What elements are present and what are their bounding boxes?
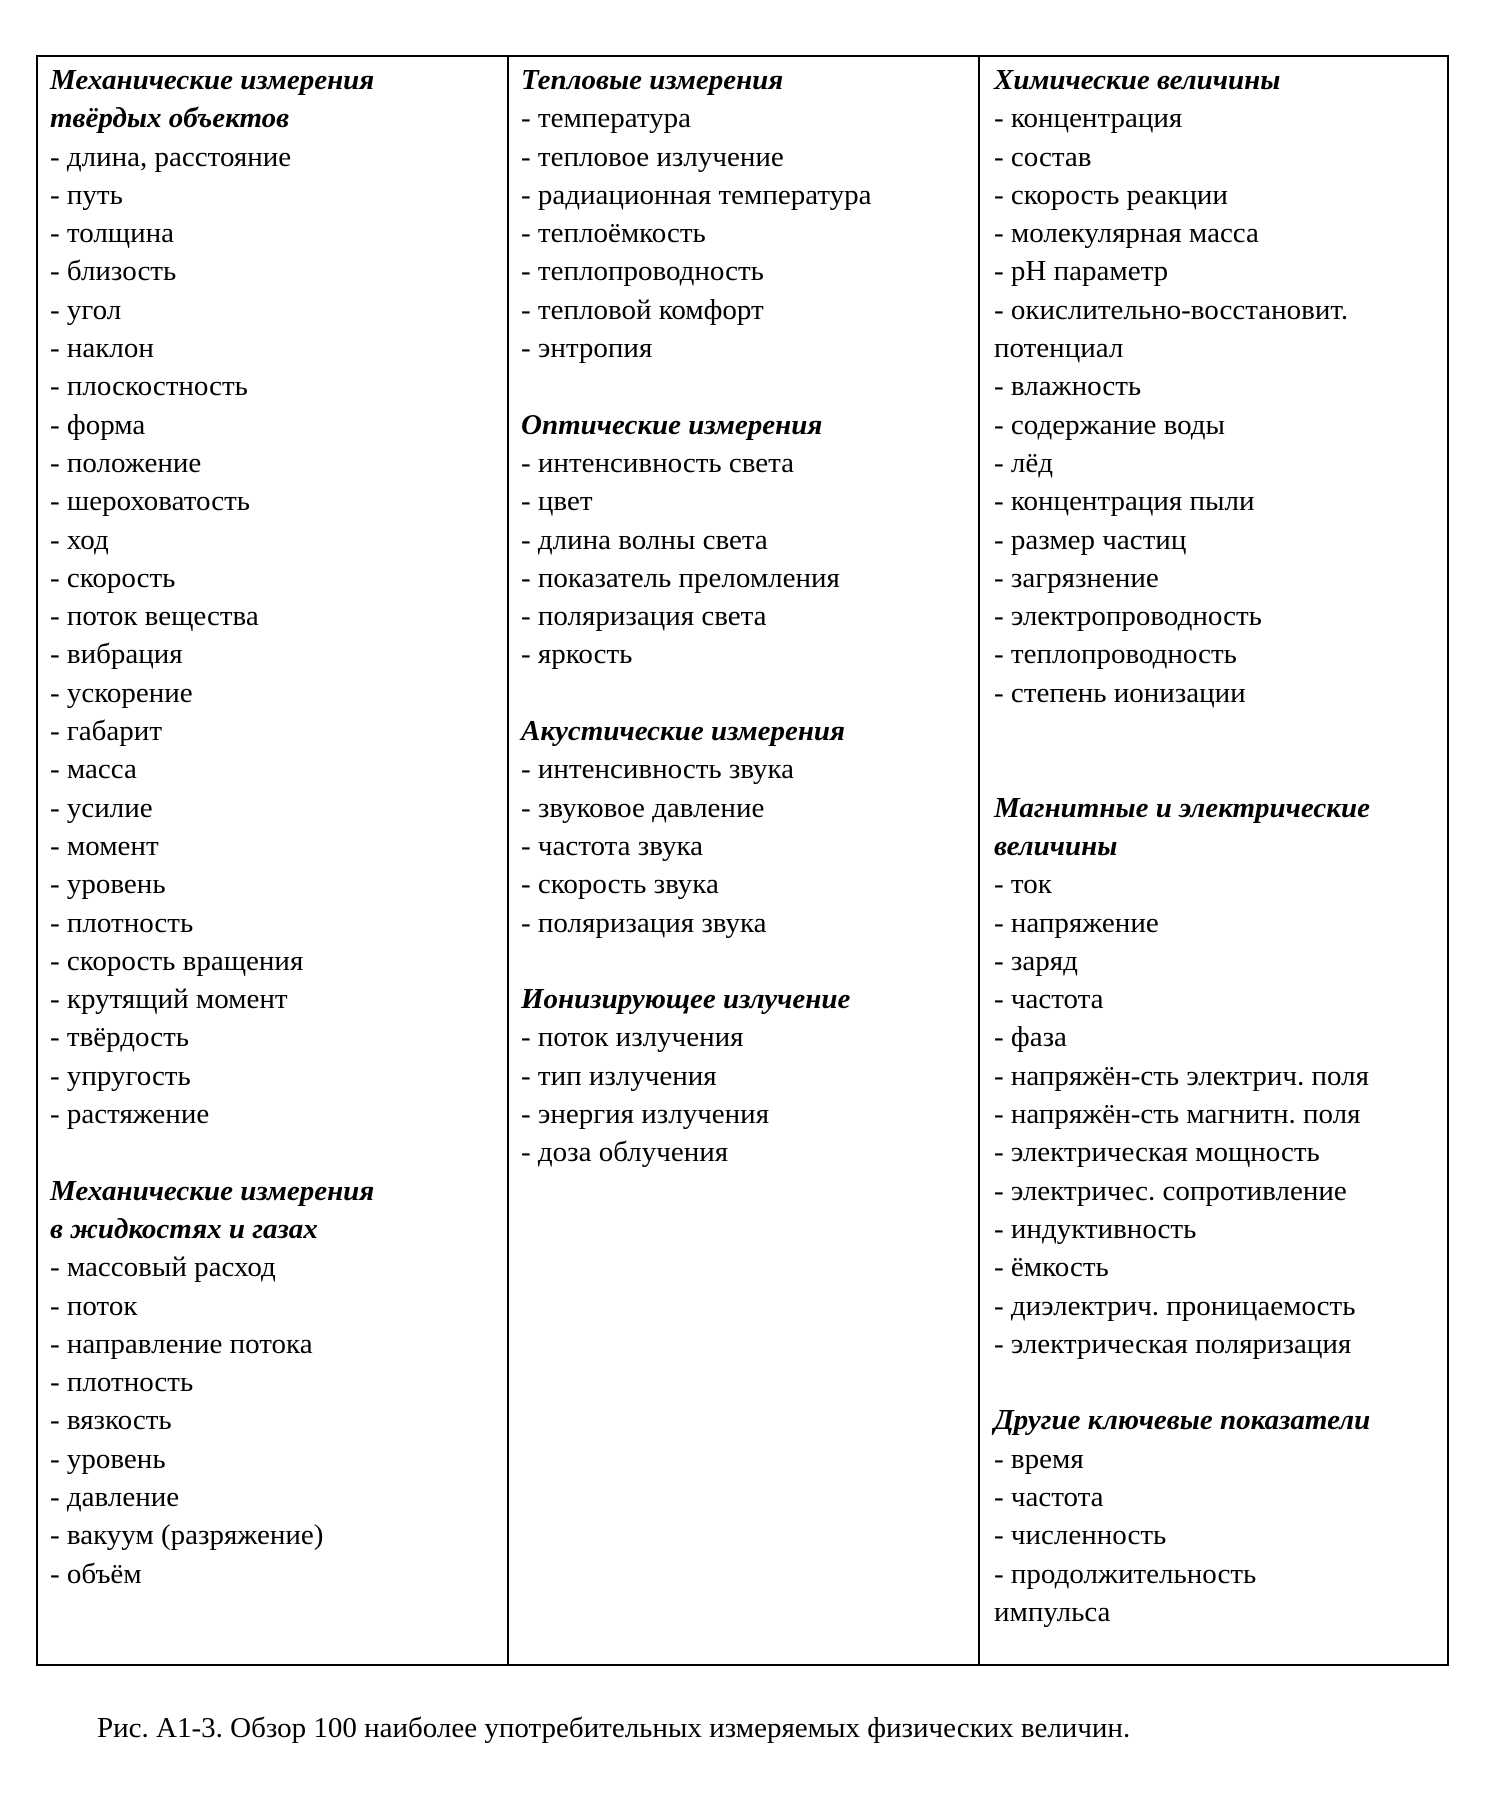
quantity-list bbox=[50, 1248, 507, 1593]
quantity-item: - длина, расстояние bbox=[50, 140, 292, 173]
quantity-list bbox=[994, 99, 1447, 712]
quantity-item: - усилие bbox=[50, 791, 153, 824]
category-section bbox=[521, 980, 978, 1171]
quantity-list bbox=[994, 1440, 1447, 1631]
quantity-item: - напряжён-сть электрич. поля bbox=[994, 1059, 1369, 1092]
quantity-item: - частота bbox=[994, 983, 1104, 1016]
category-heading: Механические измерения твёрдых объектов bbox=[50, 64, 375, 135]
quantity-item: - энергия излучения bbox=[521, 1098, 770, 1131]
category-section bbox=[994, 1401, 1447, 1631]
category-section bbox=[521, 61, 978, 367]
quantity-item: - скорость bbox=[50, 561, 176, 594]
quantity-item: - концентрация пыли bbox=[994, 485, 1255, 518]
quantity-item: - поток излучения bbox=[521, 1021, 744, 1054]
quantity-item: - наклон bbox=[50, 332, 154, 365]
quantity-item: - ток bbox=[994, 868, 1052, 901]
quantity-item: - тип излучения bbox=[521, 1059, 717, 1092]
quantity-item: - электричес. сопротивление bbox=[994, 1174, 1347, 1207]
quantity-item: - близость bbox=[50, 255, 177, 288]
quantity-list bbox=[521, 1018, 978, 1171]
quantity-list bbox=[50, 138, 507, 1134]
category-section bbox=[994, 61, 1447, 712]
quantity-list bbox=[521, 750, 978, 941]
quantity-item: - путь bbox=[50, 178, 123, 211]
quantity-item: - растяжение bbox=[50, 1098, 210, 1131]
quantity-item: - угол bbox=[50, 293, 122, 326]
quantity-list bbox=[521, 444, 978, 674]
quantity-item: - объём bbox=[50, 1557, 142, 1590]
quantity-list bbox=[521, 99, 978, 367]
quantity-item: - окислительно-восстановит. потенциал bbox=[994, 293, 1349, 365]
category-section bbox=[521, 406, 978, 674]
quantity-item: - твёрдость bbox=[50, 1021, 190, 1054]
quantity-item: - концентрация bbox=[994, 102, 1183, 135]
quantity-item: - габарит bbox=[50, 715, 162, 748]
quantity-item: - продолжительность импульса bbox=[994, 1557, 1257, 1628]
category-heading: Химические величины bbox=[994, 64, 1281, 96]
quantity-item: - частота звука bbox=[521, 829, 703, 862]
quantity-item: - загрязнение bbox=[994, 561, 1159, 594]
quantity-item: - теплоёмкость bbox=[521, 217, 706, 250]
category-section bbox=[994, 789, 1447, 1363]
quantity-item: - уровень bbox=[50, 868, 166, 901]
quantity-item: - скорость реакции bbox=[994, 178, 1228, 211]
quantity-item: - показатель преломления bbox=[521, 561, 840, 594]
column-mechanical bbox=[38, 57, 509, 1664]
quantity-item: - влажность bbox=[994, 370, 1142, 403]
quantity-item: - вакуум (разряжение) bbox=[50, 1519, 324, 1552]
quantity-item: - электрическая поляризация bbox=[994, 1327, 1352, 1360]
quantity-item: - размер частиц bbox=[994, 523, 1187, 556]
quantity-item: - плотность bbox=[50, 1366, 194, 1399]
quantity-item: - интенсивность света bbox=[521, 446, 795, 479]
quantity-item: - индуктивность bbox=[994, 1212, 1197, 1245]
quantity-item: - электропроводность bbox=[994, 600, 1262, 633]
quantity-item: - напряжение bbox=[994, 906, 1159, 939]
quantity-item: - поток bbox=[50, 1289, 138, 1322]
quantity-item: - напряжён-сть магнитн. поля bbox=[994, 1098, 1361, 1131]
quantity-item: - электрическая мощность bbox=[994, 1136, 1320, 1169]
category-heading: Акустические измерения bbox=[521, 715, 845, 748]
figure-caption: Рис. А1-3. Обзор 100 наиболее употребительных измеряемых физических величин. bbox=[97, 1712, 1131, 1744]
column-chemical-electrical bbox=[980, 57, 1447, 1664]
quantity-item: - тепловое излучение bbox=[521, 140, 784, 173]
quantity-item: - тепловой комфорт bbox=[521, 293, 764, 326]
quantity-item: - положение bbox=[50, 446, 202, 479]
quantity-item: - вибрация bbox=[50, 638, 183, 671]
category-heading: Оптические измерения bbox=[521, 408, 823, 441]
quantity-item: - поляризация звука bbox=[521, 906, 767, 939]
quantity-item: - плотность bbox=[50, 906, 194, 939]
quantity-item: - ёмкость bbox=[994, 1251, 1109, 1284]
quantity-item: - направление потока bbox=[50, 1327, 313, 1360]
quantity-item: - плоскостность bbox=[50, 370, 248, 403]
category-section bbox=[50, 61, 507, 1133]
quantity-item: - энтропия bbox=[521, 332, 653, 365]
category-heading: Другие ключевые показатели bbox=[994, 1404, 1371, 1437]
quantity-item: - доза облучения bbox=[521, 1136, 729, 1169]
quantity-item: - время bbox=[994, 1442, 1084, 1475]
quantity-item: - момент bbox=[50, 829, 159, 862]
quantity-item: - толщина bbox=[50, 217, 175, 250]
quantity-item: - длина волны света bbox=[521, 523, 768, 556]
quantity-item: - лёд bbox=[994, 446, 1054, 479]
quantity-item: - ускорение bbox=[50, 676, 193, 709]
category-heading: Магнитные и электрические величины bbox=[994, 791, 1370, 862]
quantity-item: - упругость bbox=[50, 1059, 191, 1092]
quantity-item: - молекулярная масса bbox=[994, 217, 1259, 250]
quantity-item: - поток вещества bbox=[50, 600, 259, 633]
quantity-item: - яркость bbox=[521, 638, 633, 671]
quantity-item: - состав bbox=[994, 140, 1092, 173]
category-heading: Тепловые измерения bbox=[521, 64, 784, 96]
quantity-item: - звуковое давление bbox=[521, 791, 765, 824]
quantity-item: - содержание воды bbox=[994, 408, 1226, 441]
quantity-item: - скорость вращения bbox=[50, 944, 304, 977]
quantity-item: - шероховатость bbox=[50, 485, 250, 518]
quantity-item: - поляризация света bbox=[521, 600, 767, 633]
quantity-item: - теплопроводность bbox=[994, 638, 1237, 671]
quantity-item: - диэлектрич. проницаемость bbox=[994, 1289, 1356, 1322]
category-heading: Механические измерения в жидкостях и газах bbox=[50, 1174, 375, 1245]
category-section bbox=[521, 712, 978, 942]
quantity-item: - ход bbox=[50, 523, 109, 556]
quantity-item: - форма bbox=[50, 408, 146, 441]
quantity-item: - массовый расход bbox=[50, 1251, 276, 1284]
quantity-item: - масса bbox=[50, 753, 137, 786]
quantity-item: - частота bbox=[994, 1480, 1104, 1513]
quantity-item: - степень ионизации bbox=[994, 676, 1246, 709]
quantity-list bbox=[994, 865, 1447, 1363]
quantity-item: - температура bbox=[521, 102, 691, 135]
quantities-table bbox=[36, 55, 1449, 1666]
quantity-item: - уровень bbox=[50, 1442, 166, 1475]
quantity-item: - pH параметр bbox=[994, 255, 1169, 288]
quantity-item: - заряд bbox=[994, 944, 1078, 977]
quantity-item: - теплопроводность bbox=[521, 255, 764, 288]
quantity-item: - фаза bbox=[994, 1021, 1067, 1054]
quantity-item: - численность bbox=[994, 1519, 1167, 1552]
category-heading: Ионизирующее излучение bbox=[521, 983, 851, 1016]
quantity-item: - радиационная температура bbox=[521, 178, 872, 211]
quantity-item: - скорость звука bbox=[521, 868, 719, 901]
quantity-item: - давление bbox=[50, 1480, 180, 1513]
quantity-item: - крутящий момент bbox=[50, 983, 288, 1016]
quantity-item: - цвет bbox=[521, 485, 593, 518]
quantity-item: - вязкость bbox=[50, 1404, 172, 1437]
category-section bbox=[50, 1172, 507, 1593]
quantity-item: - интенсивность звука bbox=[521, 753, 795, 786]
column-thermal-optical-acoustic bbox=[509, 57, 980, 1664]
